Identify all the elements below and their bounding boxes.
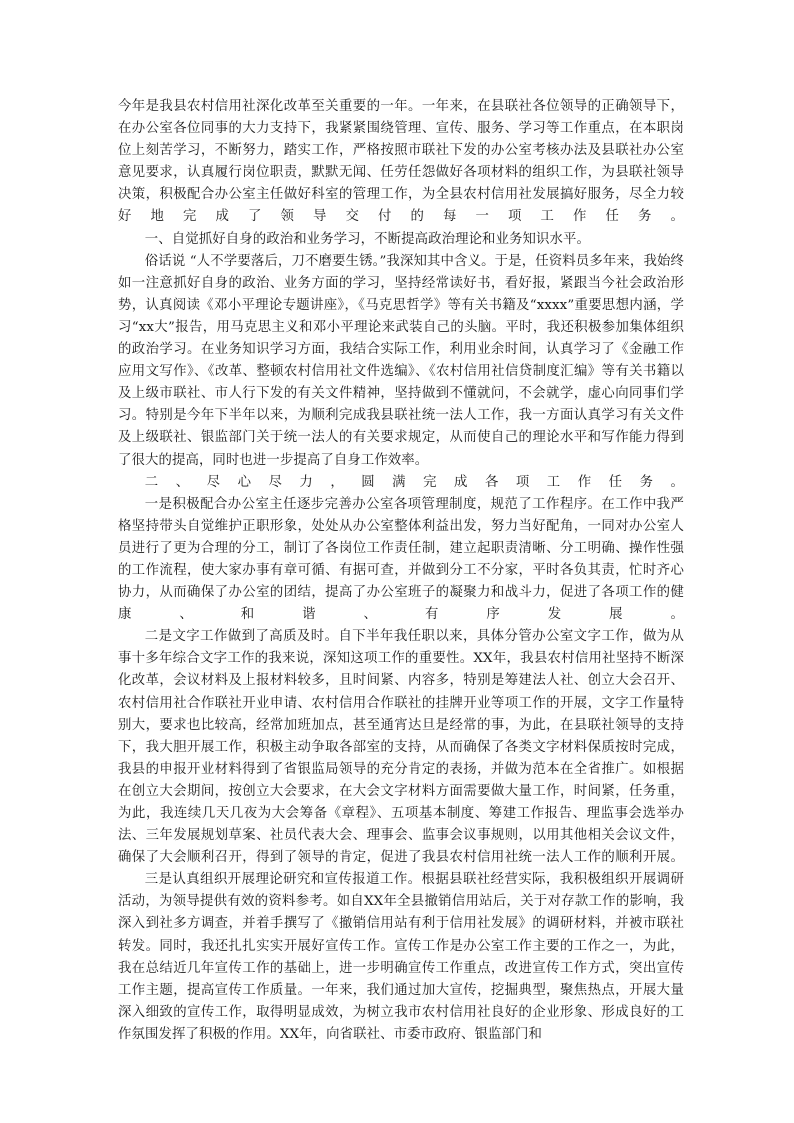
document-page — [118, 96, 684, 1046]
study-paragraph: 俗话说 “人不学要落后，刀不磨要生锈。”我深知其中含义。于是，任资料员多年来，我始终如一注意抓好自身的政治、业务方面的学习，坚持经常读好书，看好报，紧跟当今社会政治形势，认真阅读《邓小平理论专题讲座》，《马克思哲学》等有关书籍及“xxxx”重要思想内涵，学习“xx大”报告，用马克思主义和邓小平理论来武装自己的头脑。平时，我还积极参加集体组织的政治学习。在业务知识学习方面，我结合实际工作，利用业余时间，认真学习了《金融工作应用文写作》、《改革、整顿农村信用社文件选编》、《农村信用社信贷制度汇编》等有关书籍以及上级市联社、市人行下发的有关文件精神，坚持做到不懂就问，不会就学，虚心向同事们学习。特别是今年下半年以来，为顺利完成我县联社统一法人工作，我一方面认真学习有关文件及上级联社、银监部门关于统一法人的有关要求规定，从而使自己的理论水平和写作能力得到了很大的提高，同时也进一步提高了自身工作效率。 — [118, 253, 684, 468]
writing-paragraph: 二是文字工作做到了高质及时。自下半年我任职以来，具体分管办公室文字工作，做为从事十多年综合文字工作的我来说，深知这项工作的重要性。XX年，我县农村信用社坚持不断深化改革，会议材料及上报材料较多，且时间紧、内容多，特别是筹建法人社、创立大会召开、农村信用社合作联社开业申请、农村信用合作联社的挂牌开业等项工作的开展，文字工作量特别大，要求也比较高，经常加班加点，甚至通宵达旦是经常的事，为此，在县联社领导的支持下，我大胆开展工作，积极主动争取各部室的支持，从而确保了各类文字材料保质按时完成，我县的申报开业材料得到了省银监局领导的充分肯定的表扬，并做为范本在全省推广。如根据在创立大会期间，按创立大会要求，在大会文字材料方面需要做大量工作，时间紧，任务重，为此，我连续几天几夜为大会筹备《章程》、五项基本制度、筹建工作报告、理监事会选举办法、三年发展规划草案、社员代表大会、理事会、监事会议事规则，以用其他相关会议文件，确保了大会顺利召开，得到了领导的肯定，促进了我县农村信用社统一法人工作的顺利开展。 — [118, 629, 684, 866]
section-heading-tasks: 二、尽心尽力，圆满完成各项工作任务。 — [144, 474, 684, 490]
management-paragraph: 一是积极配合办公室主任逐步完善办公室各项管理制度，规范了工作程序。在工作中我严格坚持带头自觉维护正职形象，处处从办公室整体利益出发，努力当好配角，一同对办公室人员进行了更为合理的分工，制订了各岗位工作责任制，建立起职责清晰、分工明确、操作性强的工作流程，使大家办事有章可循、有据可查，并做到分工不分家，平时各负其责，忙时齐心协力，从而确保了办公室的团结，提高了办公室班子的凝聚力和战斗力，促进了各项工作的健康、和谐、有序发展。 — [118, 496, 684, 623]
research-paragraph: 三是认真组织开展理论研究和宣传报道工作。根据县联社经营实际，我积极组织开展调研活动，为领导提供有效的资料参考。如自XX年全县撤销信用站后，关于对存款工作的影响，我深入到社多方调查，并着手撰写了《撤销信用站有利于信用社发展》的调研材料，并被市联社转发。同时，我还扎扎实实开展好宣传工作。宣传工作是办公室工作主要的工作之一，为此，我在总结近几年宣传工作的基础上，进一步明确宣传工作重点，改进宣传工作方式，突出宣传工作主题，提高宣传工作质量。一年来，我们通过加大宣传，挖掘典型，聚焦热点，开展大量深入细致的宣传工作，取得明显成效，为树立我市农村信用社良好的企业形象、形成良好的工作氛围发挥了积极的作用。XX年，向省联社、市委市政府、银监部门和 — [118, 872, 684, 1042]
intro-paragraph: 今年是我县农村信用社深化改革至关重要的一年。一年来，在县联社各位领导的正确领导下，在办公室各位同事的大力支持下，我紧紧围绕管理、宣传、服务、学习等工作重点，在本职岗位上刻苦学习，不断努力，踏实工作，严格按照市联社下发的办公室考核办法及县联社办公室意见要求，认真履行岗位职责，默默无闻、任劳任怨做好各项材料的组织工作，为县联社领导决策，积极配合办公室主任做好科室的管理工作，为全县农村信用社发展搞好服务，尽全力较好地完成了领导交付的每一项工作任务。 — [118, 99, 684, 225]
section-heading-study: 一、自觉抓好自身的政治和业务学习，不断提高政治理论和业务知识水平。 — [144, 231, 590, 247]
